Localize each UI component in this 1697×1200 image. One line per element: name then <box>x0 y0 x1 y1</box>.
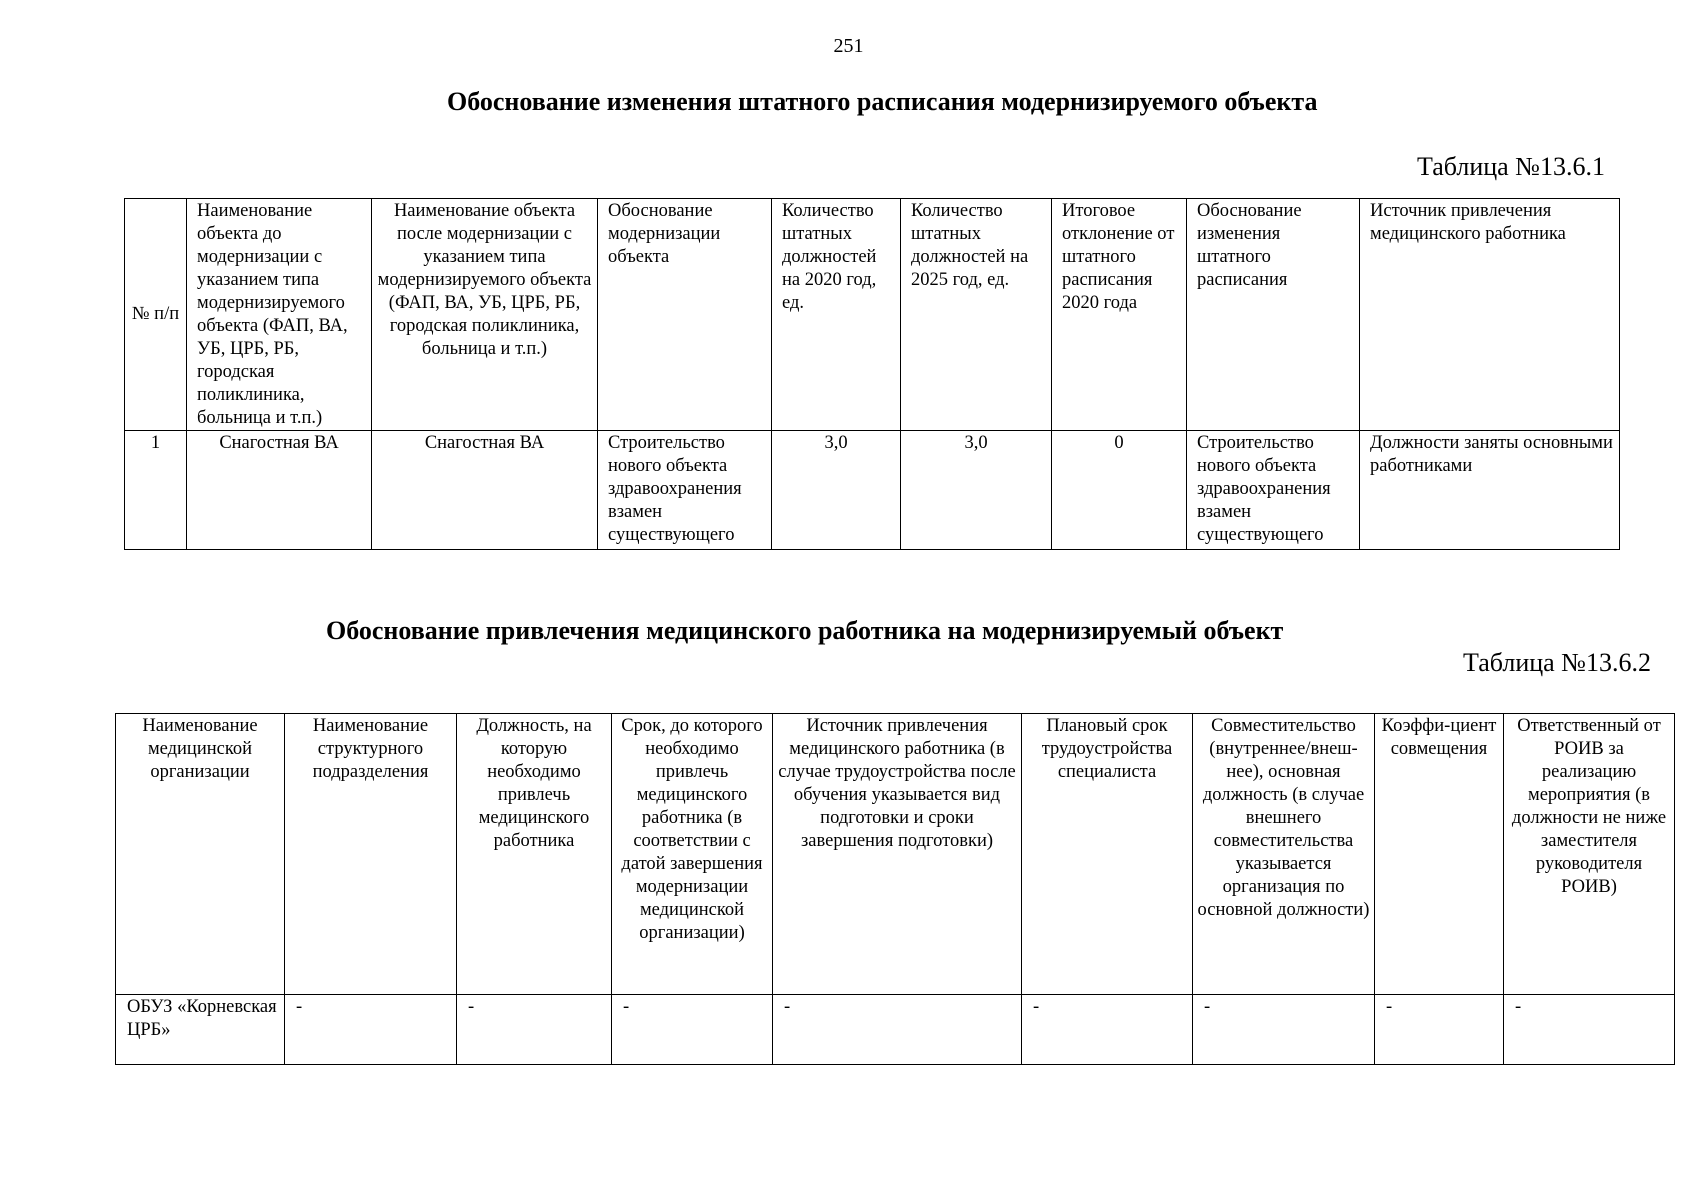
table-13-6-1-caption: Таблица №13.6.1 <box>1416 152 1605 181</box>
deadline-cell: - <box>612 995 773 1065</box>
object-after-cell: Снагостная ВА <box>372 431 598 550</box>
worker-attraction-table <box>115 713 1675 1065</box>
worker-attraction-heading: Обоснование привлечения медицинского работника на модернизируемый объект <box>326 616 1284 645</box>
staffing-change-table <box>124 198 1620 550</box>
modernization-reason-cell: Строительство нового объекта здравоохранения взамен существующего <box>598 431 772 550</box>
object-before-cell: Снагостная ВА <box>187 431 372 550</box>
position-cell: - <box>457 995 612 1065</box>
organization-cell: ОБУЗ «Корневская ЦРБ» <box>116 995 285 1065</box>
header-object-before: Наименование объекта до модернизации с указанием типа модернизируемого объекта (ФАП, ВА, УБ, ЦРБ, РБ, городская поликлиника, больница и т.п.) <box>187 199 372 431</box>
table-header-row <box>116 714 1675 995</box>
responsible-person-cell: - <box>1504 995 1675 1065</box>
table-13-6-2-caption: Таблица №13.6.2 <box>1462 648 1651 677</box>
header-subdivision: Наименование структурного подразделения <box>285 714 457 995</box>
header-organization: Наименование медицинской организации <box>116 714 285 995</box>
deviation-cell: 0 <box>1052 431 1187 550</box>
header-positions-2020: Количество штатных должностей на 2020 год, ед. <box>772 199 901 431</box>
header-deviation: Итоговое отклонение от штатного расписания 2020 года <box>1052 199 1187 431</box>
worker-source-cell: Должности заняты основными работниками <box>1360 431 1620 550</box>
positions-2025-cell: 3,0 <box>901 431 1052 550</box>
header-positions-2025: Количество штатных должностей на 2025 год, ед. <box>901 199 1052 431</box>
table-row <box>125 431 1620 550</box>
header-planned-employment-date: Плановый срок трудоустройства специалиста <box>1022 714 1193 995</box>
header-modernization-reason: Обоснование модернизации объекта <box>598 199 772 431</box>
table-row <box>116 995 1675 1065</box>
header-worker-source: Источник привлечения медицинского работника (в случае трудоустройства после обучения указывается вид подготовки и сроки завершения подготовки) <box>773 714 1022 995</box>
header-deadline: Срок, до которого необходимо привлечь медицинского работника (в соответствии с датой завершения модернизации медицинской организации) <box>612 714 773 995</box>
header-part-time: Совместительство (внутреннее/внеш-нее), основная должность (в случае внешнего совместительства указывается организация по основной должности) <box>1193 714 1375 995</box>
page-number: 251 <box>833 35 864 57</box>
part-time-cell: - <box>1193 995 1375 1065</box>
header-staffing-change-reason: Обоснование изменения штатного расписания <box>1187 199 1360 431</box>
planned-employment-date-cell: - <box>1022 995 1193 1065</box>
row-number: 1 <box>125 431 187 550</box>
positions-2020-cell: 3,0 <box>772 431 901 550</box>
worker-source-cell: - <box>773 995 1022 1065</box>
combination-coefficient-cell: - <box>1375 995 1504 1065</box>
header-worker-source: Источник привлечения медицинского работника <box>1360 199 1620 431</box>
staffing-change-heading: Обоснование изменения штатного расписания модернизируемого объекта <box>447 87 1318 116</box>
header-object-after: Наименование объекта после модернизации с указанием типа модернизируемого объекта (ФАП, ВА, УБ, ЦРБ, РБ, городская поликлиника, больница и т.п.) <box>372 199 598 431</box>
staffing-change-reason-cell: Строительство нового объекта здравоохранения взамен существующего <box>1187 431 1360 550</box>
header-number: № п/п <box>125 199 187 431</box>
header-combination-coefficient: Коэффи-циент совмещения <box>1375 714 1504 995</box>
header-responsible-person: Ответственный от РОИВ за реализацию мероприятия (в должности не ниже заместителя руководителя РОИВ) <box>1504 714 1675 995</box>
subdivision-cell: - <box>285 995 457 1065</box>
header-position: Должность, на которую необходимо привлечь медицинского работника <box>457 714 612 995</box>
table-header-row <box>125 199 1620 431</box>
